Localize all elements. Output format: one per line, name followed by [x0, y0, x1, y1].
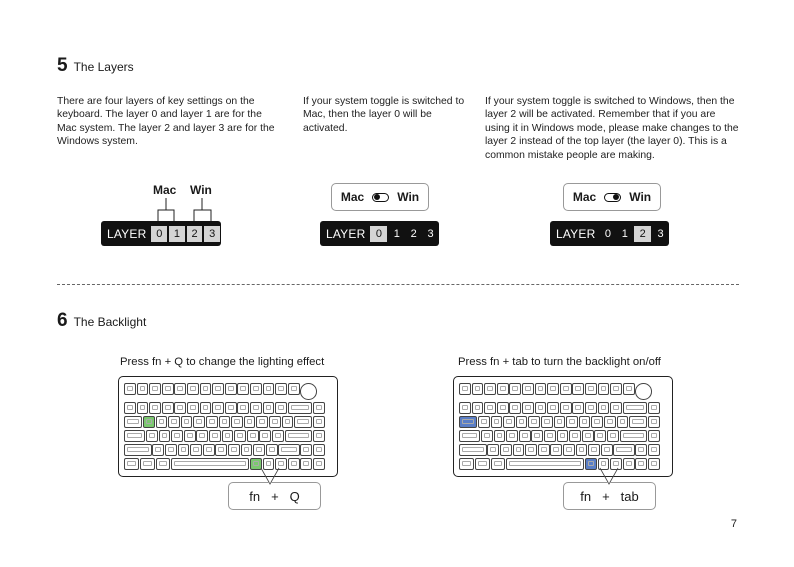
layer-3: 3 — [204, 226, 220, 242]
key-combo-fn-tab — [563, 482, 656, 510]
combo-plus: + — [602, 488, 610, 504]
combo-plus: + — [271, 488, 279, 504]
layer-2: 2 — [187, 226, 203, 242]
mac-label: Mac — [153, 183, 177, 197]
win-label: Win — [190, 183, 212, 197]
section-number: 5 — [57, 55, 68, 76]
win-label: Win — [629, 190, 652, 204]
layer-0: 0 — [370, 226, 387, 242]
layer-3: 3 — [657, 227, 664, 240]
key-combo-fn-q — [228, 482, 321, 510]
backlight-toggle-caption: Press fn + tab to turn the backlight on/off — [458, 356, 661, 368]
combo-key-fn: fn — [580, 488, 592, 504]
layer-0: 0 — [604, 227, 611, 240]
layer-1: 1 — [393, 227, 400, 240]
layers-intro-text: There are four layers of key settings on the keyboard. The layer 0 and layer 1 are for the Mac system. The layer 2 and layer 3 are for the Windows system. — [57, 96, 275, 148]
layer-1: 1 — [169, 226, 185, 242]
mac-label: Mac — [340, 190, 365, 204]
page-number: 7 — [730, 518, 737, 530]
mac-label: Mac — [572, 190, 597, 204]
win-label: Win — [397, 190, 420, 204]
layer-word: LAYER — [326, 226, 366, 241]
combo-key-tab: tab — [620, 488, 639, 504]
layer-3: 3 — [427, 227, 434, 240]
section-title: The Layers — [73, 60, 134, 74]
layer-word: LAYER — [556, 226, 596, 241]
section-title: The Backlight — [73, 315, 147, 329]
section-number: 6 — [57, 310, 68, 331]
combo-key-fn: fn — [249, 488, 261, 504]
layer-2: 2 — [634, 226, 651, 242]
layer-0: 0 — [151, 226, 167, 242]
layer-word: LAYER — [107, 226, 147, 241]
layer-2: 2 — [410, 227, 417, 240]
mac-toggle-text: If your system toggle is switched to Mac, then the layer 0 will be activated. — [303, 96, 465, 134]
win-toggle-text: If your system toggle is switched to Windows, then the layer 2 will be activated. Remember that if you are using it in Windows mode, please make changes to the layer 2 instead of the top layer (the layer 0). This is a common mistake people are making. — [485, 96, 739, 161]
layer-1: 1 — [621, 227, 628, 240]
backlight-effect-caption: Press fn + Q to change the lighting effect — [120, 356, 325, 368]
combo-key-q: Q — [289, 488, 300, 504]
